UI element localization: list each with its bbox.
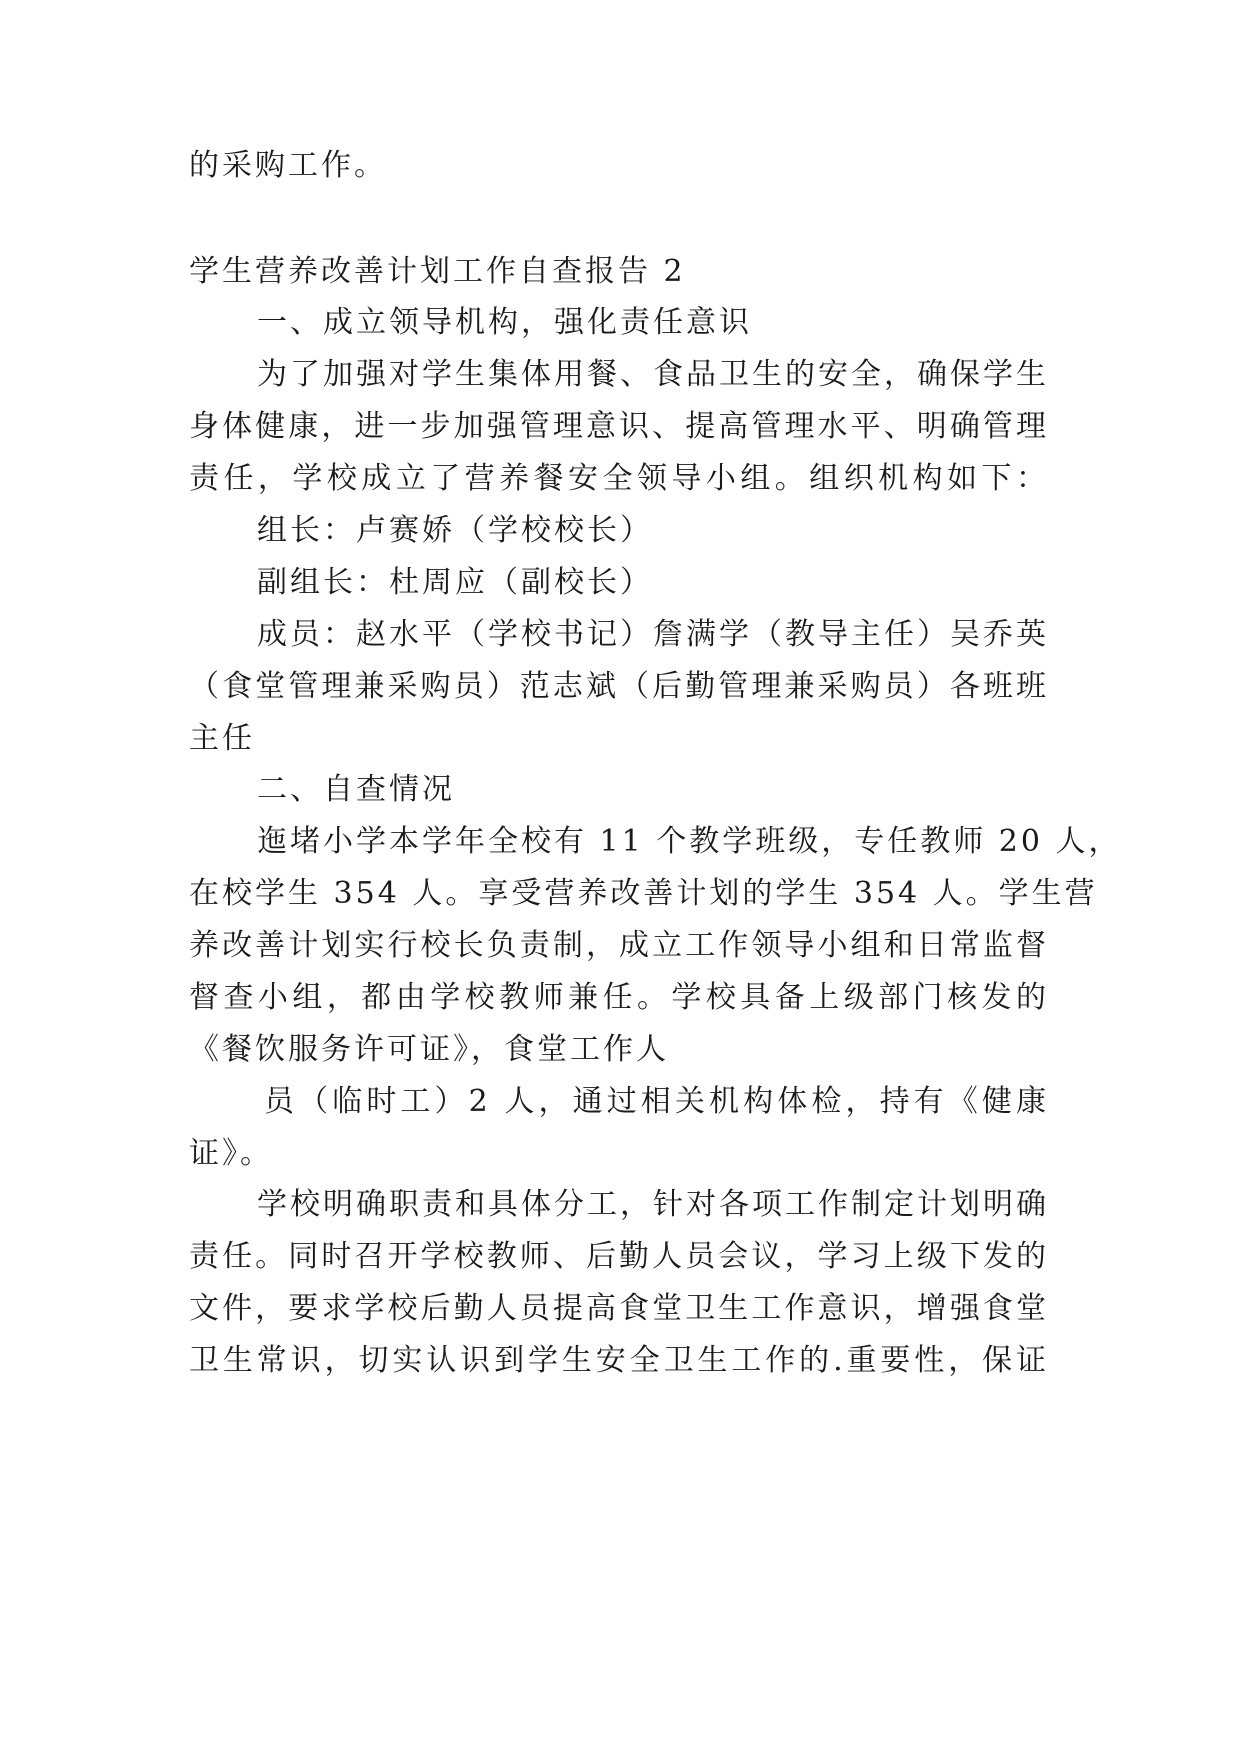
text-line: （食堂管理兼采购员）范志斌（后勤管理兼采购员）各班班 [189, 669, 1049, 704]
text-line: 卫生常识，切实认识到学生安全卫生工作的.重要性，保证 [189, 1343, 1049, 1378]
text-line: 为了加强对学生集体用餐、食品卫生的安全，确保学生 [257, 357, 1049, 392]
text-line: 责任。同时召开学校教师、后勤人员会议，学习上级下发的 [189, 1239, 1049, 1274]
text-line: 身体健康，进一步加强管理意识、提高管理水平、明确管理 [189, 409, 1049, 444]
text-line: 养改善计划实行校长负责制，成立工作领导小组和日常监督 [189, 928, 1049, 963]
text-line: 督查小组，都由学校教师兼任。学校具备上级部门核发的 [189, 980, 1049, 1015]
text-line: 员（临时工）2 人，通过相关机构体检，持有《健康 [264, 1084, 1049, 1119]
text-line: 责任，学校成立了营养餐安全领导小组。组织机构如下： [189, 461, 1049, 496]
text-line: 副组长：杜周应（副校长） [257, 565, 653, 600]
heading-2: 二、自查情况 [257, 772, 455, 807]
text-line: 文件，要求学校后勤人员提高食堂卫生工作意识，增强食堂 [189, 1291, 1049, 1326]
text-line: 证》。 [189, 1136, 273, 1171]
text-line: 在校学生 354 人。享受营养改善计划的学生 354 人。学生营 [189, 876, 1098, 911]
text-line: 的采购工作。 [189, 148, 387, 183]
text-line: 学校明确职责和具体分工，针对各项工作制定计划明确 [257, 1187, 1049, 1222]
text-line: 成员：赵水平（学校书记）詹满学（教导主任）吴乔英 [257, 617, 1049, 652]
text-line: 迤堵小学本学年全校有 11 个教学班级，专任教师 20 人， [257, 824, 1122, 859]
text-line: 《餐饮服务许可证》，食堂工作人 [189, 1032, 669, 1067]
text-line: 组长：卢赛娇（学校校长） [257, 513, 653, 548]
section-title: 学生营养改善计划工作自查报告 2 [189, 254, 686, 289]
text-line: 主任 [189, 721, 255, 756]
heading-1: 一、成立领导机构，强化责任意识 [257, 305, 752, 340]
